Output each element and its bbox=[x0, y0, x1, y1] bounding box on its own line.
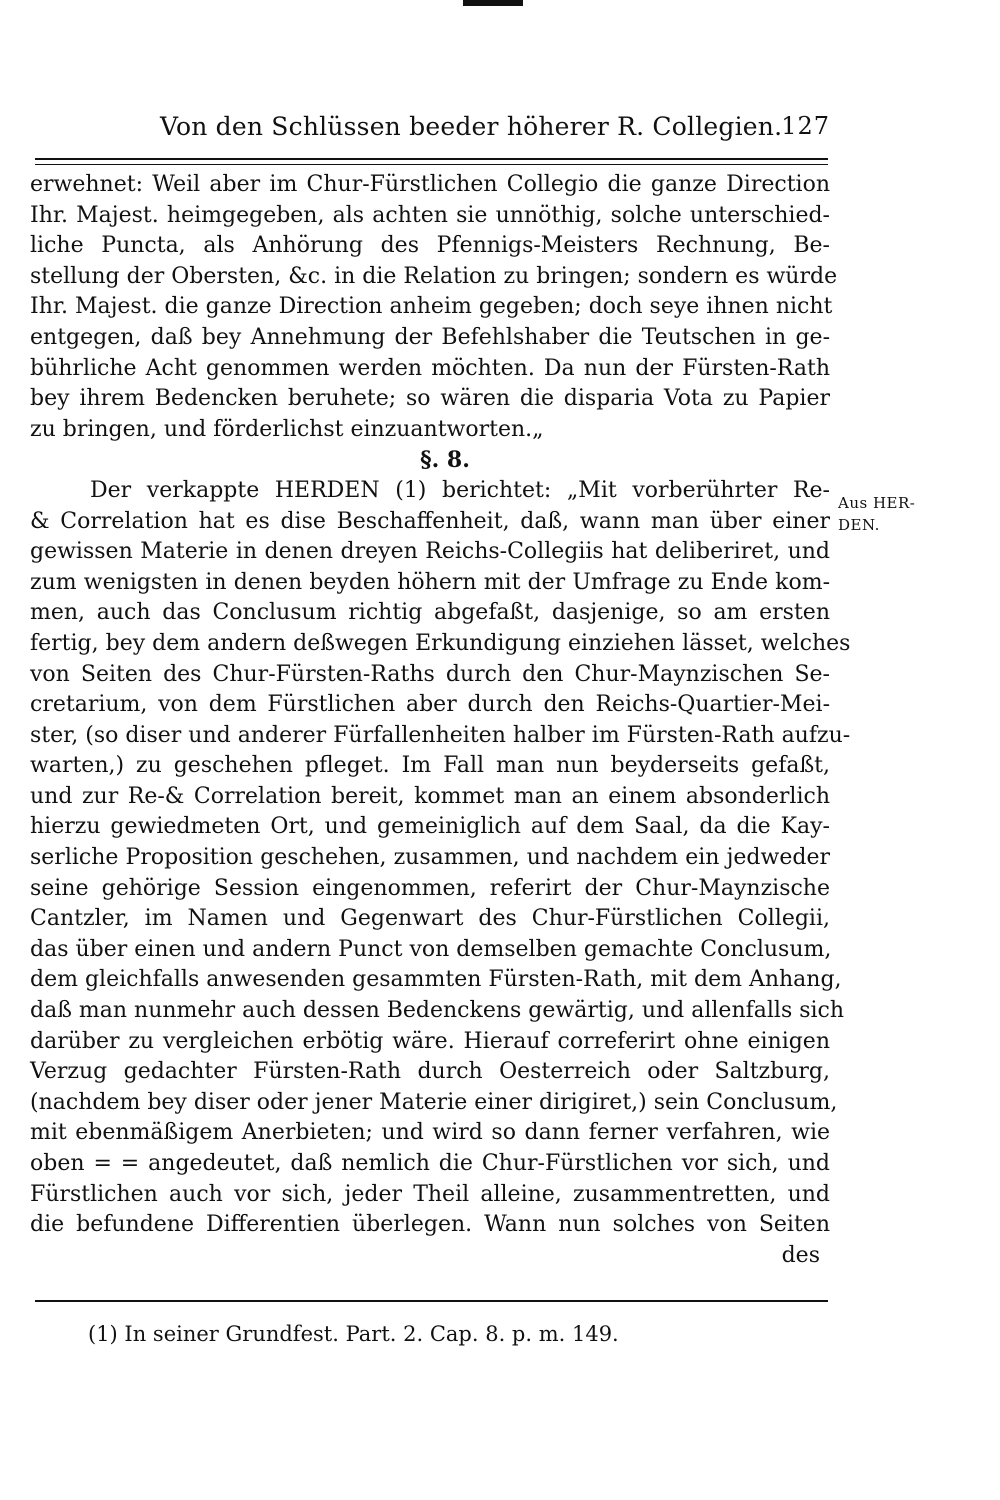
text-line: von Seiten des Chur-Fürsten-Raths durch den Chur-Maynzischen Se- bbox=[30, 661, 830, 687]
text-line: und zur Re-& Correlation bereit, kommet man an einem absonderlich bbox=[30, 783, 830, 809]
text-line: liche Puncta, als Anhörung des Pfennigs-Meisters Rechnung, Be- bbox=[30, 233, 830, 259]
text-line: die befundene Differentien überlegen. Wann nun solches von Seiten bbox=[30, 1212, 830, 1238]
section-heading: §. 8. bbox=[420, 447, 470, 474]
text-line: entgegen, daß bey Annehmung der Befehlshaber die Teutschen in ge- bbox=[30, 324, 830, 350]
running-head bbox=[40, 112, 830, 148]
text-line: & Correlation hat es dise Beschaffenheit, daß, wann man über einer bbox=[30, 508, 830, 534]
margin-note bbox=[838, 492, 948, 536]
footnote-rule bbox=[35, 1300, 828, 1302]
catchword: des bbox=[781, 1242, 820, 1268]
text-line: (nachdem bey diser oder jener Materie einer dirigiret,) sein Conclusum, bbox=[30, 1089, 838, 1115]
text-line: bey ihrem Bedencken beruhete; so wären die disparia Vota zu Papier bbox=[30, 386, 830, 412]
body-text bbox=[30, 170, 851, 1271]
text-line: daß man nunmehr auch dessen Bedenckens gewärtig, und allenfalls sich bbox=[30, 998, 845, 1024]
text-line: zum wenigsten in denen beyden höhern mit der Umfrage zu Ende kom- bbox=[30, 569, 830, 595]
text-line: warten,) zu geschehen pfleget. Im Fall man nun beyderseits gefaßt, bbox=[30, 753, 830, 779]
text-line: Fürstlichen auch vor sich, jeder Theil alleine, zusammentretten, und bbox=[30, 1181, 830, 1207]
header-rule bbox=[35, 158, 828, 160]
text-line: Ihr. Majest. heimgegeben, als achten sie unnöthig, solche unterschied- bbox=[30, 202, 830, 228]
text-line: ster, (so diser und anderer Fürfallenheiten halber im Fürsten-Rath aufzu- bbox=[30, 722, 851, 748]
margin-note-line: Aus HER- bbox=[838, 494, 916, 512]
text-line: Ihr. Majest. die ganze Direction anheim gegeben; doch seye ihnen nicht bbox=[30, 294, 833, 320]
text-line: serliche Proposition geschehen, zusammen, und nachdem ein jedweder bbox=[30, 845, 830, 871]
header-rule-thin bbox=[35, 164, 828, 165]
text-line: gewissen Materie in denen dreyen Reichs-Collegiis hat deliberiret, und bbox=[30, 539, 830, 565]
page-top-mark bbox=[463, 0, 523, 6]
text-line: dem gleichfalls anwesenden gesammten Fürsten-Rath, mit dem Anhang, bbox=[30, 967, 842, 993]
text-line: oben = = angedeutet, daß nemlich die Chur-Fürstlichen vor sich, und bbox=[30, 1151, 830, 1176]
text-line: Verzug gedachter Fürsten-Rath durch Oesterreich oder Saltzburg, bbox=[30, 1059, 830, 1085]
running-title: Von den Schlüssen beeder höherer R. Collegien. bbox=[160, 112, 783, 141]
footnote: (1) In seiner Grundfest. Part. 2. Cap. 8. p. m. 149. bbox=[88, 1322, 619, 1346]
text-line: darüber zu vergleichen erbötig wäre. Hierauf correferirt ohne einigen bbox=[30, 1028, 830, 1054]
text-line: stellung der Obersten, &c. in die Relation zu bringen; sondern es würde bbox=[30, 263, 838, 289]
text-line: seine gehörige Session eingenommen, referirt der Chur-Maynzische bbox=[30, 875, 830, 901]
text-line: bührliche Acht genommen werden möchten. Da nun der Fürsten-Rath bbox=[30, 355, 830, 381]
text-line: fertig, bey dem andern deßwegen Erkundigung einziehen lässet, welches bbox=[30, 630, 851, 656]
text-line: zu bringen, und förderlichst einzuantworten.„ bbox=[30, 416, 544, 442]
text-line: erwehnet: Weil aber im Chur-Fürstlichen Collegio die ganze Direction bbox=[30, 172, 830, 197]
text-line: Cantzler, im Namen und Gegenwart des Chur-Fürstlichen Collegii, bbox=[30, 906, 830, 932]
margin-note-line: DEN. bbox=[838, 516, 880, 534]
text-line: mit ebenmäßigem Anerbieten; und wird so dann ferner verfahren, wie bbox=[30, 1120, 830, 1146]
text-line: hierzu gewiedmeten Ort, und gemeiniglich auf dem Saal, da die Kay- bbox=[30, 814, 830, 840]
text-line: Der verkappte HERDEN (1) berichtet: „Mit vorberührter Re- bbox=[90, 477, 830, 503]
text-line: das über einen und andern Punct von demselben gemachte Conclusum, bbox=[30, 936, 832, 962]
page-number: 127 bbox=[781, 112, 830, 140]
text-line: cretarium, von dem Fürstlichen aber durch den Reichs-Quartier-Mei- bbox=[30, 692, 830, 718]
text-line: men, auch das Conclusum richtig abgefaßt, dasjenige, so am ersten bbox=[30, 600, 830, 626]
